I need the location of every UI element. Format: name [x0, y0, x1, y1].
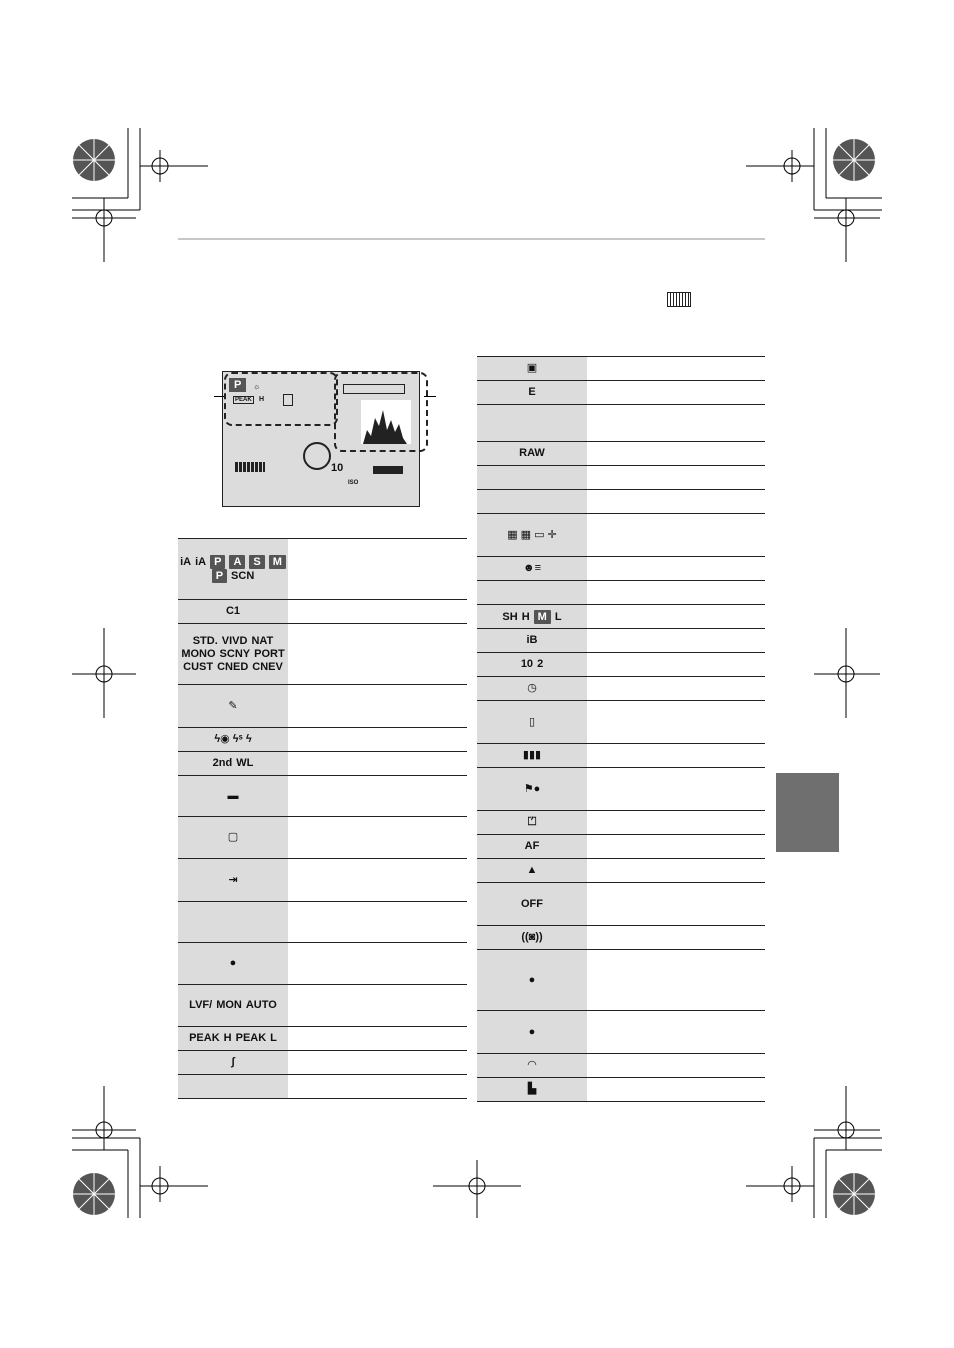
icon-label: STD. [192, 634, 218, 647]
description-cell [288, 1027, 467, 1051]
af-area-icons: ▦ ▦ ▭ ✛ [507, 528, 557, 541]
table-row [178, 728, 467, 752]
icon-label: OFF [521, 897, 543, 910]
style-icon: ☼ [253, 382, 261, 391]
description-cell [288, 943, 467, 985]
table-row [178, 817, 467, 859]
description-cell [587, 405, 765, 442]
folder-icon: ⏍ [527, 816, 537, 828]
icon-label: PEAK [189, 1032, 220, 1044]
icon-label: PEAK [235, 1032, 267, 1044]
icon-cell [477, 926, 587, 950]
icon-label: NAT [251, 634, 274, 647]
icon-cell [477, 768, 587, 811]
icon-cell [477, 1054, 587, 1078]
aspect-bar-icon: ▬ [227, 789, 239, 802]
exposure-bar [373, 466, 403, 474]
peak-badge: PEAK [235, 397, 252, 403]
table-row [477, 557, 765, 581]
timer-icon: ◷ [527, 682, 537, 694]
table-row [477, 629, 765, 653]
icon-cell [477, 405, 587, 442]
table-row [477, 768, 765, 811]
film-icon [667, 292, 691, 307]
icon-cell [477, 357, 587, 381]
left-dashed-group [224, 372, 338, 426]
description-cell [288, 985, 467, 1027]
table-row [477, 381, 765, 405]
table-row [178, 685, 467, 728]
icon-label: 10 [520, 658, 534, 670]
icon-label: 2 [537, 658, 544, 670]
description-cell [288, 728, 467, 752]
icon-cell [178, 1075, 288, 1099]
table-row [477, 1011, 765, 1054]
pointer-left [214, 396, 224, 397]
table-row [178, 752, 467, 776]
timer-value: 10 [331, 462, 344, 474]
record-dot-icon: ● [528, 1025, 536, 1038]
icon-cell [477, 950, 587, 1011]
icon-label: MONO [181, 647, 216, 660]
stack-icon: ▣ [526, 362, 538, 374]
icon-label: A [229, 555, 245, 569]
description-cell [587, 950, 765, 1011]
table-row [178, 1027, 467, 1051]
icon-label: WL [236, 757, 254, 769]
description-cell [288, 539, 467, 600]
icon-cell [178, 539, 288, 600]
icon-cell [477, 1078, 587, 1102]
description-cell [288, 902, 467, 943]
table-row [178, 1075, 467, 1099]
description-cell [587, 701, 765, 744]
description-cell [587, 1011, 765, 1054]
table-row [477, 357, 765, 381]
icon-label: AF [524, 840, 540, 852]
icon-label: SCNY [219, 647, 251, 660]
icon-label: P [210, 555, 225, 569]
table-row [477, 744, 765, 768]
table-row [178, 859, 467, 902]
icon-cell [477, 581, 587, 605]
left-icon-table [178, 538, 467, 1099]
table-row [477, 1078, 765, 1102]
table-row [477, 490, 765, 514]
right-icon-table [477, 356, 765, 1102]
description-cell [587, 466, 765, 490]
description-cell [587, 1054, 765, 1078]
mode-badge: P [229, 378, 246, 392]
description-cell [288, 776, 467, 817]
icon-cell [477, 605, 587, 629]
icon-label: H [521, 610, 530, 623]
icon-label: CUST [183, 660, 214, 673]
icon-cell [477, 677, 587, 701]
icon-cell [477, 859, 587, 883]
description-cell [587, 442, 765, 466]
icon-cell [178, 685, 288, 728]
icon-label: iA [180, 556, 192, 568]
level-meter [235, 462, 265, 472]
table-row [178, 902, 467, 943]
pointer-right [424, 396, 436, 397]
table-row [477, 581, 765, 605]
icon-label: M [269, 555, 286, 569]
icon-cell [477, 557, 587, 581]
icon-label: MON [216, 999, 242, 1011]
table-row [477, 653, 765, 677]
histogram-icon: ▙ [527, 1083, 537, 1095]
icon-cell [178, 943, 288, 985]
table-row [178, 943, 467, 985]
icon-cell [477, 490, 587, 514]
description-cell [587, 581, 765, 605]
table-row [477, 1054, 765, 1078]
right-dashed-group [334, 372, 428, 452]
icon-cell [477, 381, 587, 405]
icon-label: iB [526, 634, 538, 646]
icon-label: LVF/ [189, 999, 213, 1011]
description-cell [587, 629, 765, 653]
creative-brush-icon: ✎ [228, 699, 238, 712]
icon-cell [178, 1027, 288, 1051]
icon-label: P [212, 569, 227, 583]
peak-level: H [259, 396, 265, 403]
description-cell [587, 381, 765, 405]
description-cell [587, 883, 765, 926]
icon-cell [178, 752, 288, 776]
table-row [178, 600, 467, 624]
table-row [477, 811, 765, 835]
description-cell [587, 859, 765, 883]
table-row [477, 950, 765, 1011]
frame-icon: ▢ [227, 831, 239, 843]
description-cell [288, 1051, 467, 1075]
icon-cell [477, 701, 587, 744]
table-row [178, 539, 467, 600]
table-row [477, 883, 765, 926]
description-cell [587, 357, 765, 381]
battery-icon: ▮▮▮ [522, 749, 542, 761]
table-row [477, 466, 765, 490]
icon-cell [477, 466, 587, 490]
description-cell [288, 752, 467, 776]
camera-icon: ● [229, 957, 237, 969]
description-cell [587, 514, 765, 557]
table-row [178, 776, 467, 817]
description-cell [587, 768, 765, 811]
icon-label: H [223, 1032, 232, 1044]
icon-label: L [554, 610, 562, 623]
icon-cell [477, 744, 587, 768]
chapter-tab [776, 773, 839, 852]
icon-label: CNED [217, 660, 249, 673]
table-row [477, 859, 765, 883]
table-row [178, 1051, 467, 1075]
flash-redeye-icon: ϟ◉ ϟˢ ϟ [214, 733, 252, 745]
description-cell [587, 744, 765, 768]
table-row [178, 624, 467, 685]
description-cell [288, 685, 467, 728]
up-arrow-icon: ▲ [526, 864, 538, 876]
description-cell [288, 600, 467, 624]
table-row [477, 605, 765, 629]
card-icon: ▯ [528, 715, 536, 728]
icon-cell [477, 835, 587, 859]
icon-label: iA [195, 556, 207, 568]
description-cell [288, 859, 467, 902]
movie-camera-icon: ⚑● [523, 782, 541, 795]
table-row [477, 677, 765, 701]
icon-cell [178, 902, 288, 943]
icon-cell [178, 859, 288, 902]
table-row [477, 442, 765, 466]
table-row [477, 926, 765, 950]
icon-label: VIVD [221, 634, 248, 647]
description-cell [587, 835, 765, 859]
table-row [477, 514, 765, 557]
table-row [477, 405, 765, 442]
description-cell [587, 557, 765, 581]
description-cell [288, 817, 467, 859]
icon-label: E [528, 386, 536, 398]
icon-label: RAW [519, 447, 545, 459]
description-cell [587, 926, 765, 950]
stabilizer-icon: ((◙)) [521, 931, 543, 943]
icon-cell [477, 514, 587, 557]
card-in-icon: ⇥ [228, 873, 238, 886]
iso-label: ISO [348, 480, 359, 486]
icon-cell [477, 442, 587, 466]
wifi-icon: ◠ [527, 1059, 537, 1071]
record-dot-icon: ● [528, 973, 536, 986]
description-cell [587, 677, 765, 701]
icon-label: L [270, 1032, 277, 1044]
curve-icon: ∫ [231, 1056, 235, 1068]
icon-label: 2nd [212, 757, 233, 769]
icon-cell [477, 883, 587, 926]
icon-cell [178, 600, 288, 624]
icon-label: AUTO [245, 999, 277, 1011]
icon-cell [477, 811, 587, 835]
icon-label: SH [502, 610, 518, 623]
description-cell [288, 624, 467, 685]
face-detect-icon: ☻≡ [523, 562, 541, 574]
description-cell [587, 490, 765, 514]
icon-cell [477, 629, 587, 653]
icon-cell [178, 776, 288, 817]
table-row [477, 835, 765, 859]
icon-cell [178, 728, 288, 752]
table-row [178, 985, 467, 1027]
icon-cell [477, 653, 587, 677]
description-cell [587, 605, 765, 629]
description-cell [288, 1075, 467, 1099]
icon-cell [477, 1011, 587, 1054]
icon-label: M [534, 610, 551, 624]
description-cell [587, 653, 765, 677]
icon-label: S [249, 555, 264, 569]
description-cell [587, 811, 765, 835]
description-cell [587, 1078, 765, 1102]
icon-label: C1 [225, 605, 241, 617]
table-row [477, 701, 765, 744]
icon-label: PORT [254, 647, 285, 660]
icon-cell [178, 817, 288, 859]
dial-icon [303, 442, 331, 470]
icon-label: SCN [231, 570, 255, 582]
icon-cell [178, 1051, 288, 1075]
icon-cell [178, 624, 288, 685]
icon-cell [178, 985, 288, 1027]
icon-label: CNEV [252, 660, 283, 673]
